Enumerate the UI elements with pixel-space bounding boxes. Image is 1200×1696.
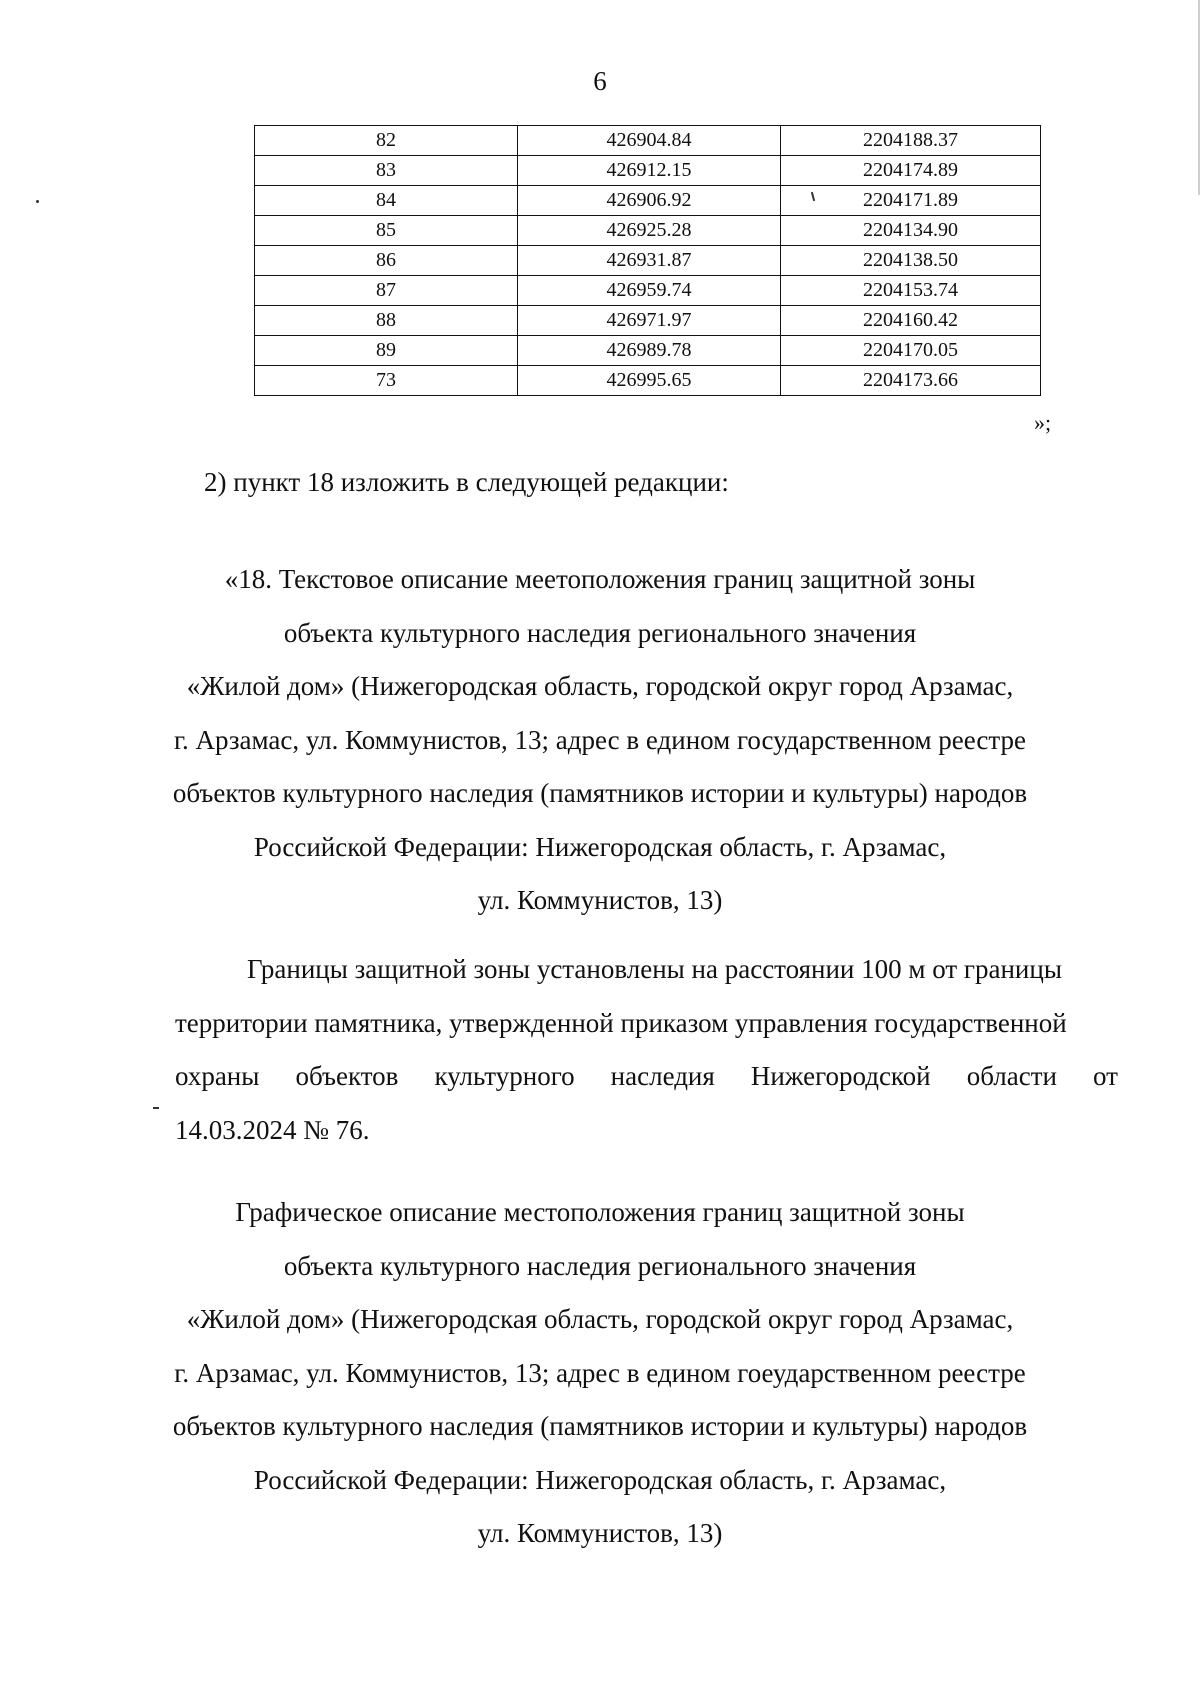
point-number-cell: 84 xyxy=(255,186,518,216)
y-coordinate-cell: 2204171.89 xyxy=(781,186,1041,216)
heading-line: объектов культурного наследия (памятников истории и культуры) народов xyxy=(172,1411,1028,1441)
x-coordinate-cell: 426931.87 xyxy=(518,246,781,276)
heading-line: Российской Федерации: Нижегородская область, г. Арзамас, xyxy=(253,831,947,862)
table-row xyxy=(255,306,1041,336)
y-coordinate-cell: 2204160.42 xyxy=(781,306,1041,336)
paragraph-word: области xyxy=(966,1061,1057,1091)
amendment-item-2: 2) пункт 18 изложить в следующей редакции: xyxy=(204,467,729,497)
point-number-cell: 83 xyxy=(255,156,518,186)
y-coordinate-cell: 2204170.05 xyxy=(781,336,1041,366)
paragraph-word: культурного xyxy=(434,1061,575,1091)
y-coordinate-cell: 2204138.50 xyxy=(781,246,1041,276)
y-coordinate-cell: 2204153.74 xyxy=(781,276,1041,306)
heading-line: объекта культурного наследия регионального значения xyxy=(283,1250,917,1281)
point-number-cell: 86 xyxy=(255,246,518,276)
y-coordinate-cell: 2204174.89 xyxy=(781,156,1041,186)
x-coordinate-cell: 426925.28 xyxy=(518,216,781,246)
table-row xyxy=(255,156,1041,186)
point-number-cell: 73 xyxy=(255,366,518,396)
table-row xyxy=(255,186,1041,216)
paragraph-line: территории памятника, утвержденной приказом управления государственной xyxy=(175,1007,1067,1038)
table-row xyxy=(255,216,1041,246)
paragraph-word: объектов xyxy=(295,1061,399,1091)
scan-speck xyxy=(36,200,39,203)
heading-line: «Жилой дом» (Нижегородская область, городской округ город Арзамас, xyxy=(186,1304,1014,1334)
heading-line: г. Арзамас, ул. Коммунистов, 13; адрес в едином государственном реестре xyxy=(173,724,1027,755)
x-coordinate-cell: 426912.15 xyxy=(518,156,781,186)
closing-quote-mark: »; xyxy=(1034,410,1052,435)
x-coordinate-cell: 426989.78 xyxy=(518,336,781,366)
heading-line: «18. Текстовое описание меетоположения границ защитной зоны xyxy=(224,564,976,594)
point-number-cell: 89 xyxy=(255,336,518,366)
heading-line: объектов культурного наследия (памятников истории и культуры) народов xyxy=(172,778,1028,808)
x-coordinate-cell: 426959.74 xyxy=(518,276,781,306)
scan-dash-mark xyxy=(153,1107,159,1109)
y-coordinate-cell: 2204134.90 xyxy=(781,216,1041,246)
paragraph-word: от xyxy=(1093,1061,1118,1091)
point-number-cell: 82 xyxy=(255,126,518,156)
heading-line: ул. Коммунистов, 13) xyxy=(477,885,723,915)
heading-line: Российской Федерации: Нижегородская область, г. Арзамас, xyxy=(253,1464,947,1495)
heading-line: объекта культурного наследия регионального значения xyxy=(283,617,917,648)
table-row xyxy=(255,336,1041,366)
point-number-cell: 87 xyxy=(255,276,518,306)
point-number-cell: 88 xyxy=(255,306,518,336)
section-18-heading xyxy=(150,553,1050,928)
x-coordinate-cell: 426971.97 xyxy=(518,306,781,336)
paragraph-word: охраны xyxy=(175,1061,260,1091)
x-coordinate-cell: 426904.84 xyxy=(518,126,781,156)
table-row xyxy=(255,246,1041,276)
paragraph-line: Границы защитной зоны установлены на расстоянии 100 м от границы xyxy=(247,954,1062,984)
y-coordinate-cell: 2204173.66 xyxy=(781,366,1041,396)
paragraph-word: Нижегородской xyxy=(750,1061,931,1091)
heading-line: г. Арзамас, ул. Коммунистов, 13; адрес в едином гоеударственном реестре xyxy=(174,1357,1026,1388)
paragraph-line-justified xyxy=(175,1050,1118,1104)
paragraph-line: 14.03.2024 № 76. xyxy=(175,1114,370,1145)
table-row xyxy=(255,366,1041,396)
point-number-cell: 85 xyxy=(255,216,518,246)
page-number: 6 xyxy=(593,66,607,96)
x-coordinate-cell: 426995.65 xyxy=(518,366,781,396)
coordinates-table xyxy=(254,125,1041,396)
boundary-paragraph xyxy=(175,943,1118,1157)
x-coordinate-cell: 426906.92 xyxy=(518,186,781,216)
table-row xyxy=(255,126,1041,156)
y-coordinate-cell: 2204188.37 xyxy=(781,126,1041,156)
graphic-description-heading xyxy=(150,1186,1050,1561)
heading-line: «Жилой дом» (Нижегородская область, городской округ город Арзамас, xyxy=(186,671,1014,701)
heading-line: ул. Коммунистов, 13) xyxy=(477,1518,723,1548)
table-row xyxy=(255,276,1041,306)
paragraph-word: наследия xyxy=(610,1061,715,1091)
heading-line: Графическое описание местоположения границ защитной зоны xyxy=(235,1197,965,1227)
